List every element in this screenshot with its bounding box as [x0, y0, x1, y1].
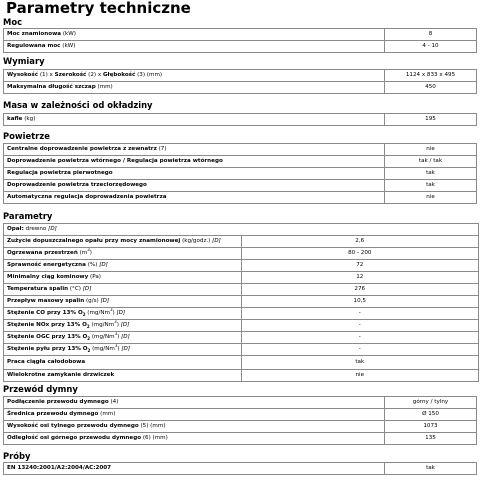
row-value: 72 — [241, 260, 479, 272]
table-row — [4, 180, 477, 192]
row-label: Ogrzewana przestrzeń $(m^3)$ — [4, 248, 242, 260]
row-label: Odległość osi górnego przewodu dymnego (6) (mm) — [4, 433, 385, 445]
row-value: 10,5 — [241, 296, 479, 308]
row-label: kafle (kg) — [4, 114, 385, 126]
row-value: 80 - 200 — [241, 248, 479, 260]
row-value: tak — [241, 356, 479, 370]
table-row — [4, 144, 477, 156]
row-label: Moc znamionowa (kW) — [4, 29, 385, 41]
table-row — [4, 168, 477, 180]
row-label: Maksymalna długość szczap (mm) — [4, 82, 385, 94]
row-label: Temperatura spalin (°C) [D] — [4, 284, 242, 296]
table-row — [4, 433, 477, 445]
row-label: Podłączenie przewodu dymnego (4) — [4, 397, 385, 409]
table-row — [4, 308, 479, 320]
section-heading-proby: Próby — [3, 451, 31, 461]
row-value: - — [241, 332, 479, 344]
row-label: Zużycie dopuszczalnego opału przy mocy znamionowej (kg/godz.) [D] — [4, 236, 242, 248]
table-row — [4, 156, 477, 168]
row-label: Centralne doprowadzenie powietrza z zewnatrz (7) — [4, 144, 385, 156]
table-row — [4, 236, 479, 248]
row-label: Wysokość (1) x Szerokość (2) x Głębokość (3) (mm) — [4, 70, 385, 82]
table-row — [4, 296, 479, 308]
table-moc — [3, 28, 477, 53]
table-row — [4, 70, 477, 82]
table-parametry — [3, 223, 479, 382]
row-label: Stężenie pyłu przy 13% $O_2$ (mg/Nm$^3$) [D] — [4, 344, 242, 356]
section-heading-powietrze: Powietrze — [3, 131, 50, 141]
row-label: Regulacja powietrza pierwotnego — [4, 168, 385, 180]
table-row — [4, 370, 479, 382]
row-value: 12 — [241, 272, 479, 284]
table-masa — [3, 113, 477, 126]
table-row — [4, 344, 479, 356]
table-row — [4, 114, 477, 126]
page-title: Parametry techniczne — [6, 0, 191, 17]
table-row — [4, 356, 479, 370]
table-row — [4, 397, 477, 409]
table-row — [4, 421, 477, 433]
row-label: Stężenie NOx przy 13% $O_2$ (mg/Nm$^3$) [D] — [4, 320, 242, 332]
row-value: górny / tylny — [385, 397, 477, 409]
row-label: Sprawność energetyczna (%) [D] — [4, 260, 242, 272]
row-value: nie — [385, 192, 477, 204]
row-value: 8 — [385, 29, 477, 41]
section-heading-parametry: Parametry — [3, 211, 53, 221]
row-value: 450 — [385, 82, 477, 94]
table-row — [4, 320, 479, 332]
row-value: 276 — [241, 284, 479, 296]
row-label: Automatyczna regulacja doprowadzenia powietrza — [4, 192, 385, 204]
row-label: Regulowana moc (kW) — [4, 41, 385, 53]
section-heading-moc: Moc — [3, 17, 23, 27]
row-value: tak / tak — [385, 156, 477, 168]
row-value: 4 - 10 — [385, 41, 477, 53]
row-value: tak — [385, 463, 477, 475]
table-row — [4, 82, 477, 94]
table-row — [4, 192, 477, 204]
row-value: - — [241, 308, 479, 320]
row-label: EN 13240:2001/A2:2004/AC:2007 — [4, 463, 385, 475]
row-label: Doprowadzenie powietrza trzeciorzędowego — [4, 180, 385, 192]
row-label: Doprowadzenie powietrza wtórnego / Regulacja powietrza wtórnego — [4, 156, 385, 168]
table-row-fuel — [4, 224, 479, 236]
row-label: Opał: drewno [D] — [4, 224, 479, 236]
table-powietrze — [3, 143, 477, 204]
table-row — [4, 332, 479, 344]
row-value: 135 — [385, 433, 477, 445]
row-value: nie — [385, 144, 477, 156]
row-value: 195 — [385, 114, 477, 126]
table-row — [4, 248, 479, 260]
table-row — [4, 41, 477, 53]
table-row — [4, 463, 477, 475]
row-label: Wielokrotne zamykanie drzwiczek — [4, 370, 242, 382]
row-label: Wysokość osi tylnego przewodu dymnego (5) (mm) — [4, 421, 385, 433]
row-label: Praca ciągła całodobowa — [4, 356, 242, 370]
row-label: Stężenie OGC przy 13% $O_2$ (mg/Nm$^3$) [D] — [4, 332, 242, 344]
table-row — [4, 284, 479, 296]
section-heading-przewod-dymny: Przewód dymny — [3, 384, 78, 394]
section-heading-wymiary: Wymiary — [3, 56, 45, 66]
row-value: 1073 — [385, 421, 477, 433]
row-label: Minimalny ciąg kominowy (Pa) — [4, 272, 242, 284]
table-row — [4, 260, 479, 272]
table-row — [4, 272, 479, 284]
table-proby — [3, 462, 477, 475]
table-row — [4, 29, 477, 41]
row-label: Przepływ masowy spalin (g/s) [D] — [4, 296, 242, 308]
row-value: 2,6 — [241, 236, 479, 248]
row-label: Stężenie CO przy 13% $O_2$ (mg/Nm$^3$) [D] — [4, 308, 242, 320]
row-value: tak — [385, 168, 477, 180]
row-value: 1124 x 833 x 495 — [385, 70, 477, 82]
table-przewod-dymny — [3, 396, 477, 445]
table-row — [4, 409, 477, 421]
row-value: Ø 150 — [385, 409, 477, 421]
row-label: Średnica przewodu dymnego (mm) — [4, 409, 385, 421]
row-value: nie — [241, 370, 479, 382]
row-value: - — [241, 320, 479, 332]
row-value: - — [241, 344, 479, 356]
table-wymiary — [3, 69, 477, 94]
row-value: tak — [385, 180, 477, 192]
section-heading-masa: Masa w zależności od okładziny — [3, 100, 153, 110]
